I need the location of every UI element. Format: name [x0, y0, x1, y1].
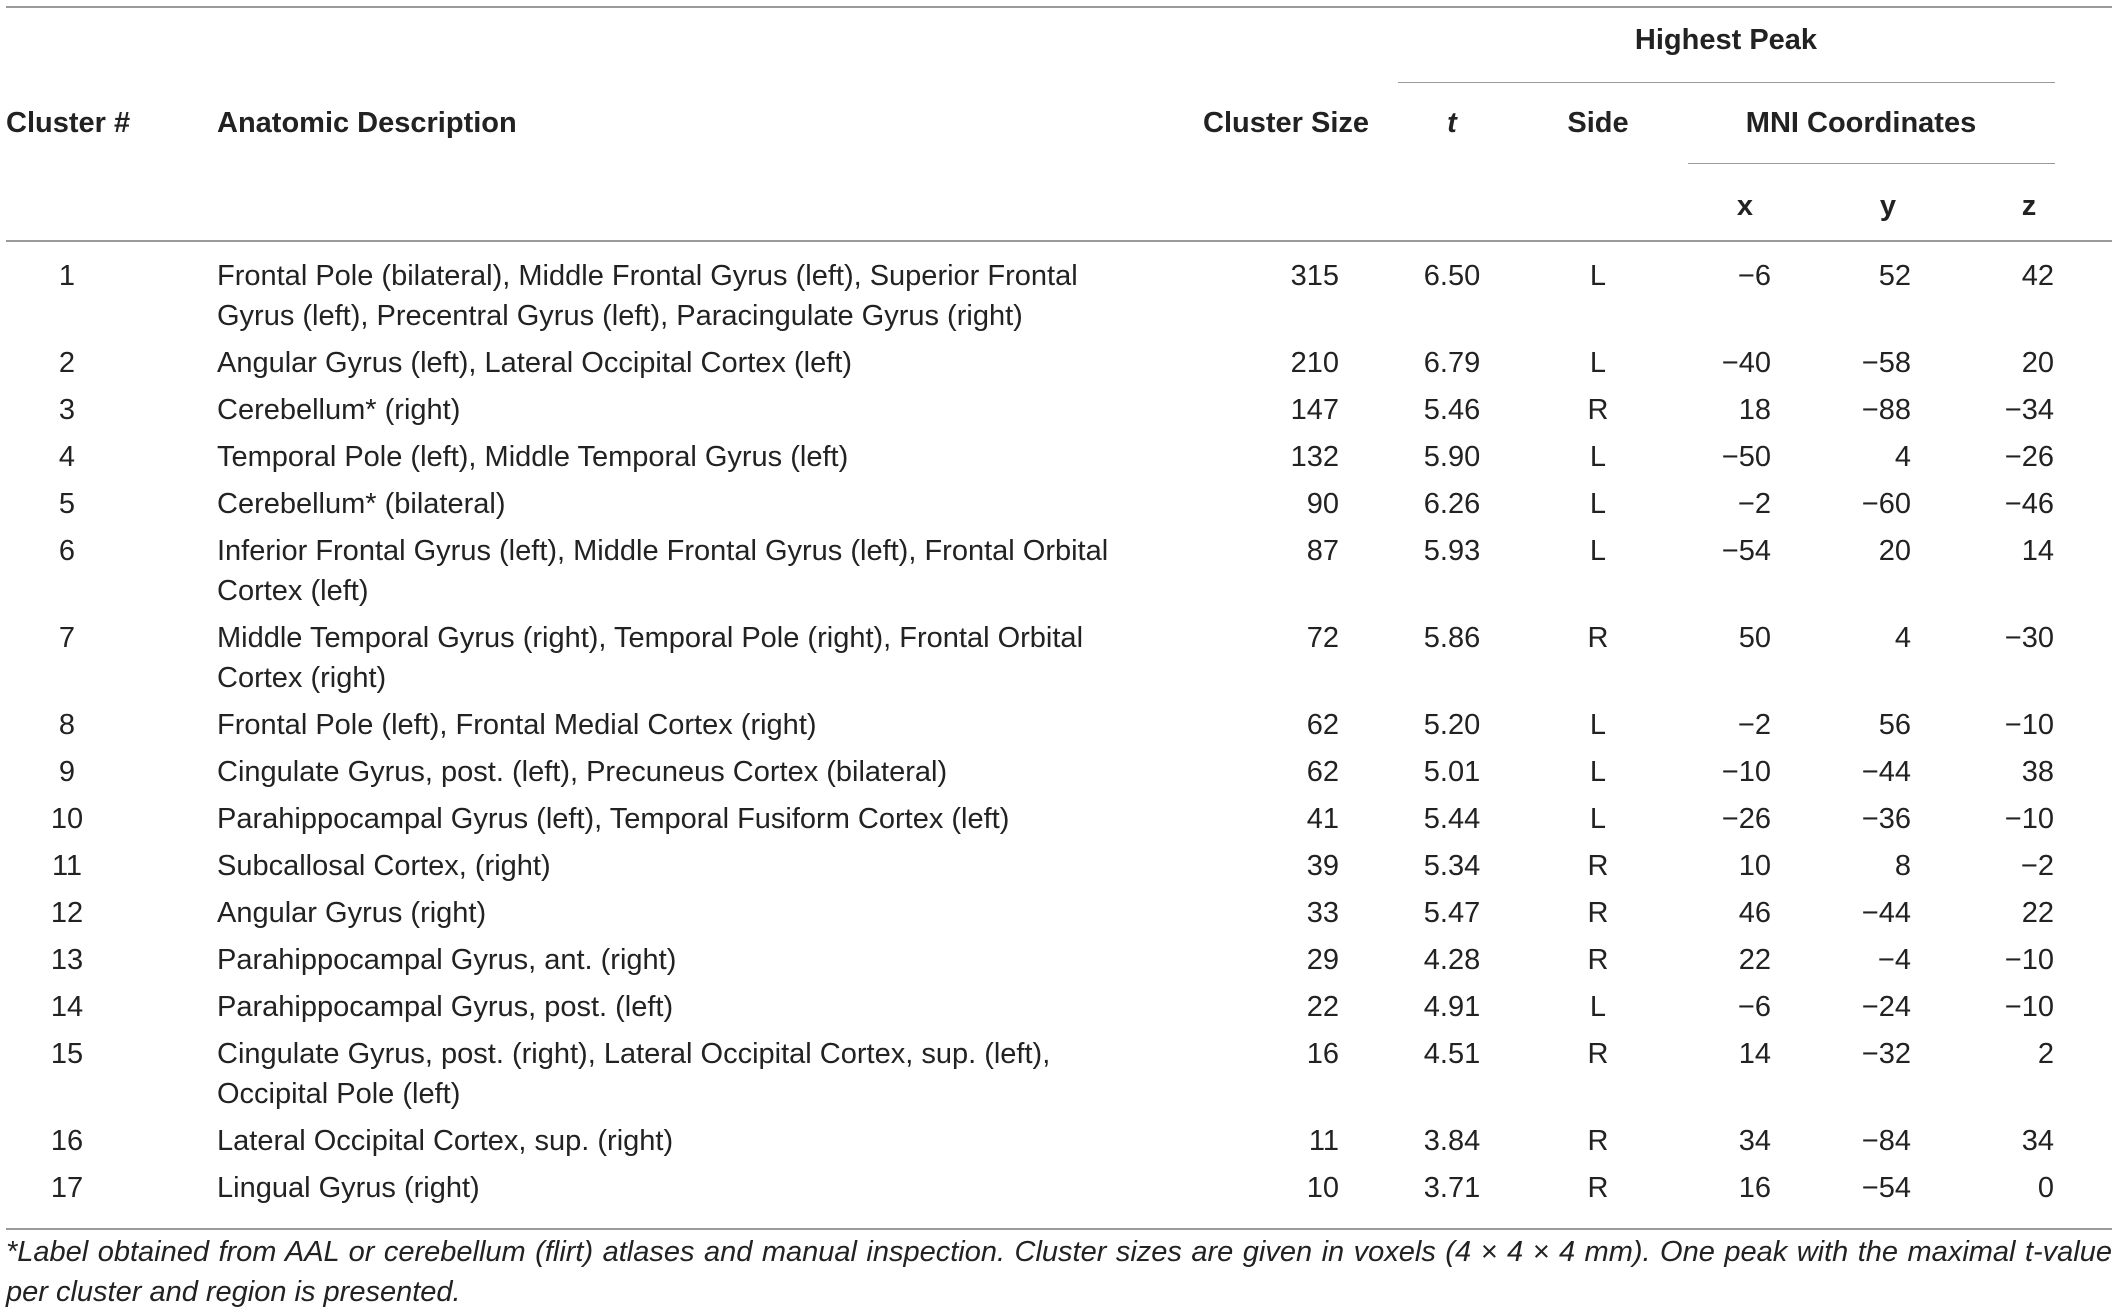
z-coordinate-cell: 42: [2021, 260, 2054, 292]
cluster-size-cell: 16: [1306, 1038, 1339, 1070]
t-value-cell: 6.79: [1423, 347, 1481, 379]
anatomic-description-cell: Lateral Occipital Cortex, sup. (right): [217, 1125, 674, 1157]
x-coordinate-cell: 46: [1738, 897, 1771, 929]
t-value-cell: 5.46: [1423, 394, 1481, 426]
z-coordinate-cell: −10: [2004, 803, 2054, 835]
cluster-number-cell: 4: [58, 441, 76, 473]
x-coordinate-cell: 16: [1738, 1172, 1771, 1204]
z-coordinate-cell: −2: [2020, 850, 2054, 882]
t-value-cell: 4.51: [1423, 1038, 1481, 1070]
y-coordinate-cell: 20: [1878, 535, 1911, 567]
anatomic-description-cell: Frontal Pole (left), Frontal Medial Cortex (right): [217, 709, 817, 741]
side-cell: L: [1589, 803, 1607, 835]
cluster-size-cell: 11: [1308, 1125, 1339, 1157]
cluster-number-cell: 1: [58, 260, 76, 292]
cluster-number-cell: 10: [50, 803, 84, 835]
y-coordinate-cell: 52: [1878, 260, 1911, 292]
y-coordinate-cell: 56: [1878, 709, 1911, 741]
y-coordinate-cell: −24: [1861, 991, 1911, 1023]
x-coordinate-cell: 34: [1738, 1125, 1771, 1157]
z-coordinate-cell: 14: [2021, 535, 2054, 567]
x-coordinate-cell: 50: [1738, 622, 1771, 654]
t-value-cell: 4.91: [1423, 991, 1481, 1023]
anatomic-description-cell: Parahippocampal Gyrus (left), Temporal Fusiform Cortex (left): [217, 803, 1010, 835]
x-coordinate-cell: −2: [1737, 709, 1771, 741]
y-coordinate-cell: −44: [1861, 756, 1911, 788]
z-coordinate-cell: 22: [2021, 897, 2054, 929]
side-cell: R: [1587, 622, 1609, 654]
anatomic-description-cell: Cerebellum* (right): [217, 394, 461, 426]
z-coordinate-cell: −10: [2004, 709, 2054, 741]
anatomic-description-cell: Frontal Pole (bilateral), Middle Frontal Gyrus (left), Superior Frontal Gyrus (left), Precentral Gyrus (left), Paracingulate Gyrus (right): [217, 260, 1078, 332]
x-coordinate-cell: 22: [1738, 944, 1771, 976]
cluster-size-cell: 39: [1306, 850, 1339, 882]
x-coordinate-cell: −6: [1737, 260, 1771, 292]
cluster-size-cell: 147: [1290, 394, 1339, 426]
cluster-size-cell: 90: [1306, 488, 1339, 520]
side-cell: L: [1589, 709, 1607, 741]
cluster-size-cell: 210: [1290, 347, 1339, 379]
side-cell: R: [1587, 1125, 1609, 1157]
side-cell: R: [1587, 850, 1609, 882]
x-coordinate-cell: 10: [1738, 850, 1771, 882]
header-bottom-rule: [6, 240, 2112, 242]
t-value-cell: 6.50: [1423, 260, 1481, 292]
cluster-number-cell: 7: [58, 622, 76, 654]
y-coordinate-cell: −58: [1861, 347, 1911, 379]
anatomic-description-cell: Cingulate Gyrus, post. (left), Precuneus Cortex (bilateral): [217, 756, 948, 788]
z-coordinate-cell: 0: [2037, 1172, 2054, 1204]
cluster-number-cell: 12: [50, 897, 84, 929]
cluster-number-cell: 9: [58, 756, 76, 788]
z-coordinate-cell: 20: [2021, 347, 2054, 379]
x-coordinate-cell: 14: [1738, 1038, 1771, 1070]
cluster-number-cell: 13: [50, 944, 84, 976]
z-coordinate-cell: −30: [2004, 622, 2054, 654]
side-cell: R: [1587, 1038, 1609, 1070]
mni-coordinates-header: MNI Coordinates: [1745, 107, 1977, 139]
cluster-number-cell: 17: [50, 1172, 84, 1204]
t-value-cell: 5.90: [1423, 441, 1481, 473]
x-coordinate-cell: −6: [1737, 991, 1771, 1023]
z-coordinate-cell: −10: [2004, 991, 2054, 1023]
side-cell: L: [1589, 535, 1607, 567]
z-coordinate-cell: −10: [2004, 944, 2054, 976]
anatomic-description-cell: Angular Gyrus (left), Lateral Occipital Cortex (left): [217, 347, 852, 379]
cluster-size-cell: 22: [1306, 991, 1339, 1023]
cluster-number-cell: 5: [58, 488, 76, 520]
cluster-number-cell: 15: [50, 1038, 84, 1070]
t-value-cell: 5.34: [1423, 850, 1481, 882]
side-cell: R: [1587, 944, 1609, 976]
cluster-number-cell: 2: [58, 347, 76, 379]
t-value-cell: 5.86: [1423, 622, 1481, 654]
highest-peak-header: Highest Peak: [1634, 24, 1818, 56]
t-value-cell: 6.26: [1423, 488, 1481, 520]
x-coordinate-cell: −2: [1737, 488, 1771, 520]
cluster-size-cell: 62: [1306, 756, 1339, 788]
x-coordinate-header: x: [1736, 190, 1754, 222]
cluster-size-cell: 315: [1290, 260, 1339, 292]
cluster-size-cell: 72: [1306, 622, 1339, 654]
top-rule: [6, 6, 2112, 8]
cluster-number-header: Cluster #: [6, 107, 131, 139]
z-coordinate-cell: −34: [2004, 394, 2054, 426]
side-cell: R: [1587, 394, 1609, 426]
y-coordinate-cell: −44: [1861, 897, 1911, 929]
mni-rule: [1688, 163, 2055, 164]
anatomic-description-cell: Temporal Pole (left), Middle Temporal Gyrus (left): [217, 441, 849, 473]
anatomic-description-cell: Middle Temporal Gyrus (right), Temporal Pole (right), Frontal Orbital Cortex (right): [217, 622, 1084, 694]
anatomic-description-cell: Angular Gyrus (right): [217, 897, 487, 929]
x-coordinate-cell: −54: [1721, 535, 1771, 567]
side-header: Side: [1567, 107, 1629, 139]
t-value-cell: 5.20: [1423, 709, 1481, 741]
x-coordinate-cell: 18: [1738, 394, 1771, 426]
anatomic-description-cell: Cingulate Gyrus, post. (right), Lateral Occipital Cortex, sup. (left), Occipital Pole (left): [217, 1038, 1051, 1110]
table-footnote: *Label obtained from AAL or cerebellum (flirt) atlases and manual inspection. Cluster sizes are given in voxels (4 × 4 × 4 mm). One peak with the maximal t-value per cluster and region is presented.: [6, 1236, 2112, 1308]
x-coordinate-cell: −10: [1721, 756, 1771, 788]
y-coordinate-cell: −60: [1861, 488, 1911, 520]
z-coordinate-header: z: [2021, 190, 2037, 222]
t-value-cell: 5.93: [1423, 535, 1481, 567]
t-value-cell: 5.47: [1423, 897, 1481, 929]
t-value-cell: 5.44: [1423, 803, 1481, 835]
t-value-cell: 3.84: [1423, 1125, 1481, 1157]
z-coordinate-cell: 34: [2021, 1125, 2054, 1157]
anatomic-description-cell: Parahippocampal Gyrus, ant. (right): [217, 944, 677, 976]
side-cell: L: [1589, 488, 1607, 520]
y-coordinate-cell: 8: [1894, 850, 1911, 882]
anatomic-description-cell: Cerebellum* (bilateral): [217, 488, 506, 520]
cluster-size-cell: 87: [1306, 535, 1339, 567]
cluster-size-header: Cluster Size: [1203, 107, 1369, 139]
x-coordinate-cell: −40: [1721, 347, 1771, 379]
y-coordinate-cell: 4: [1894, 622, 1911, 654]
t-value-cell: 3.71: [1423, 1172, 1481, 1204]
cluster-number-cell: 16: [50, 1125, 84, 1157]
t-value-cell: 5.01: [1423, 756, 1481, 788]
cluster-number-cell: 8: [58, 709, 76, 741]
z-coordinate-cell: −46: [2004, 488, 2054, 520]
side-cell: R: [1587, 1172, 1609, 1204]
side-cell: R: [1587, 897, 1609, 929]
y-coordinate-cell: −36: [1861, 803, 1911, 835]
highest-peak-rule: [1398, 82, 2055, 83]
x-coordinate-cell: −50: [1721, 441, 1771, 473]
side-cell: L: [1589, 991, 1607, 1023]
cluster-size-cell: 33: [1306, 897, 1339, 929]
anatomic-description-cell: Inferior Frontal Gyrus (left), Middle Frontal Gyrus (left), Frontal Orbital Cortex (left): [217, 535, 1109, 607]
t-value-header: t: [1447, 107, 1457, 139]
cluster-number-cell: 3: [58, 394, 76, 426]
y-coordinate-header: y: [1879, 190, 1897, 222]
cluster-size-cell: 62: [1306, 709, 1339, 741]
y-coordinate-cell: −4: [1877, 944, 1911, 976]
z-coordinate-cell: −26: [2004, 441, 2054, 473]
side-cell: L: [1589, 260, 1607, 292]
t-value-cell: 4.28: [1423, 944, 1481, 976]
side-cell: L: [1589, 347, 1607, 379]
cluster-number-cell: 6: [58, 535, 76, 567]
z-coordinate-cell: 38: [2021, 756, 2054, 788]
side-cell: L: [1589, 756, 1607, 788]
cluster-size-cell: 29: [1306, 944, 1339, 976]
z-coordinate-cell: 2: [2037, 1038, 2054, 1070]
cluster-size-cell: 10: [1306, 1172, 1339, 1204]
table-bottom-rule: [6, 1228, 2112, 1230]
y-coordinate-cell: 4: [1894, 441, 1911, 473]
y-coordinate-cell: −32: [1861, 1038, 1911, 1070]
cluster-number-cell: 11: [51, 850, 83, 882]
anatomic-description-cell: Lingual Gyrus (right): [217, 1172, 480, 1204]
side-cell: L: [1589, 441, 1607, 473]
anatomic-description-cell: Parahippocampal Gyrus, post. (left): [217, 991, 674, 1023]
anatomic-description-cell: Subcallosal Cortex, (right): [217, 850, 551, 882]
y-coordinate-cell: −88: [1861, 394, 1911, 426]
cluster-size-cell: 41: [1306, 803, 1339, 835]
x-coordinate-cell: −26: [1721, 803, 1771, 835]
y-coordinate-cell: −84: [1861, 1125, 1911, 1157]
anatomic-description-header: Anatomic Description: [217, 107, 517, 139]
cluster-size-cell: 132: [1290, 441, 1339, 473]
y-coordinate-cell: −54: [1861, 1172, 1911, 1204]
cluster-number-cell: 14: [50, 991, 84, 1023]
